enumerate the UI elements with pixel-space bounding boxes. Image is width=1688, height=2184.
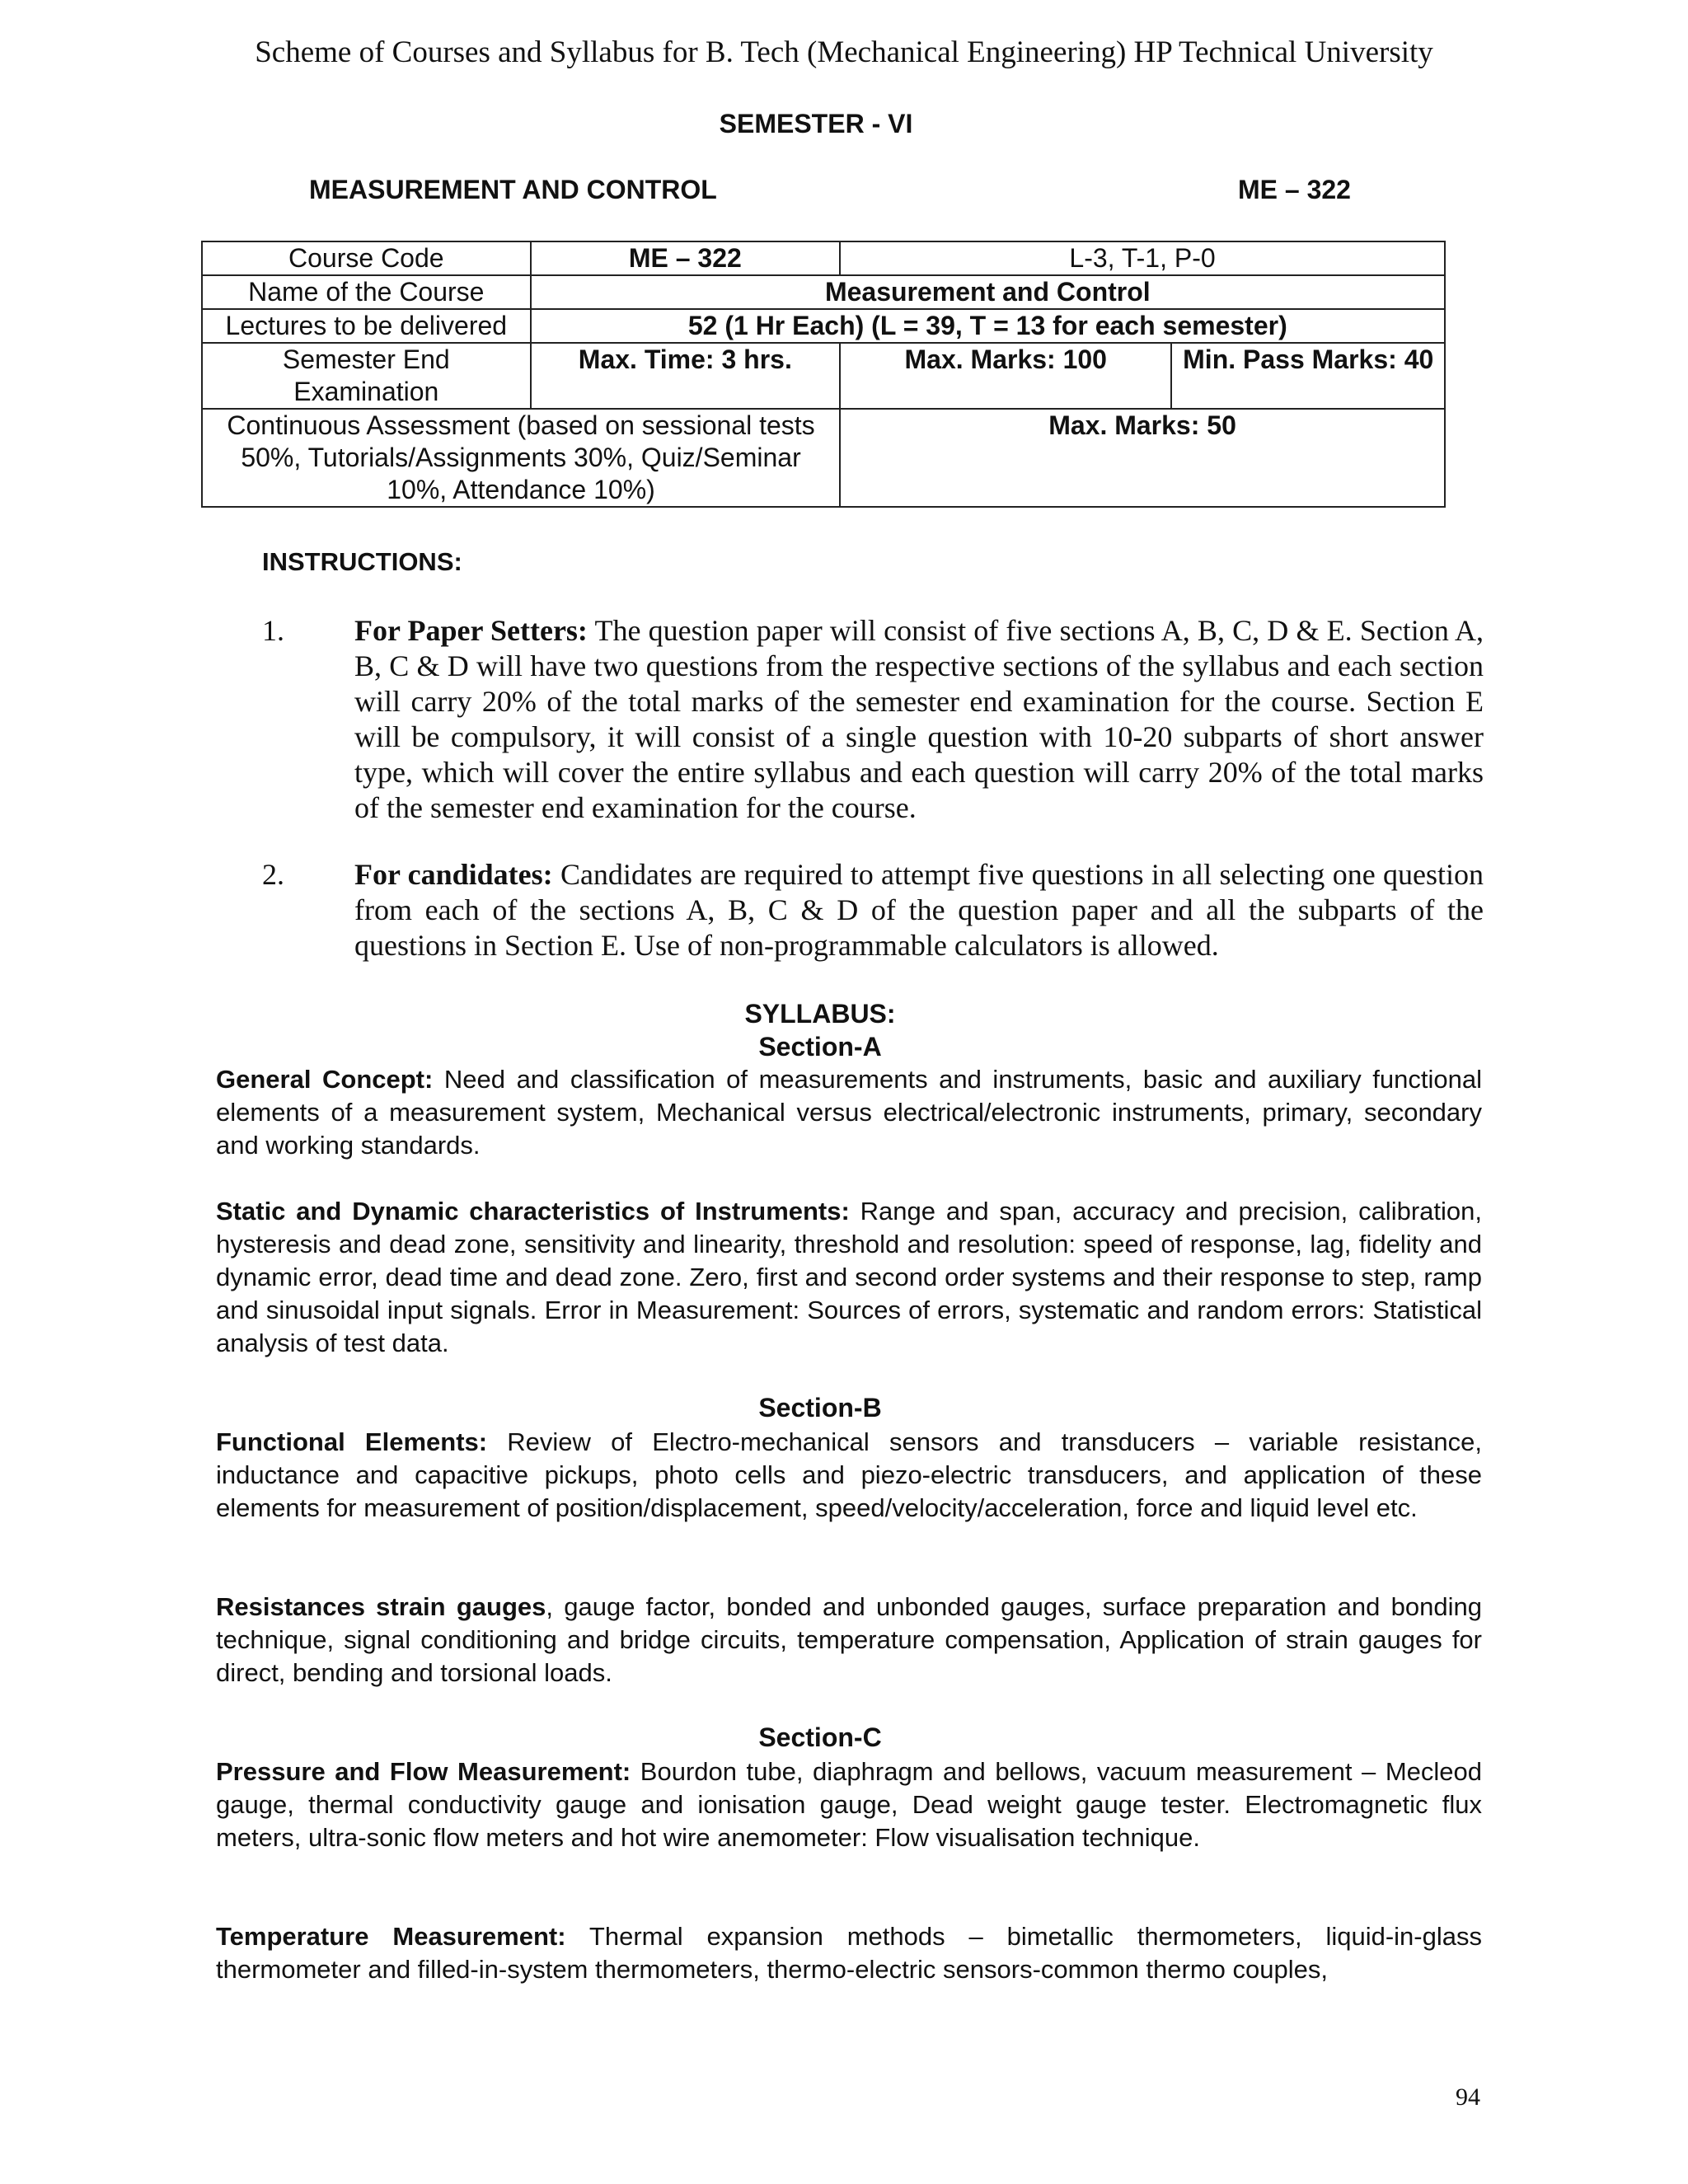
lectures-label: Lectures to be delivered: [202, 309, 531, 343]
section-a-general-concept: [216, 1063, 1482, 1162]
section-b-strain-gauges: [216, 1591, 1482, 1690]
instruction-lead: For candidates:: [354, 858, 553, 891]
semester-heading: SEMESTER - VI: [719, 109, 913, 138]
section-a-characteristics: [216, 1195, 1482, 1360]
instruction-text: The question paper will consist of five sections A, B, C, D & E. Section A, B, C & D will have two questions from the respective sections of the syllabus and each section will carry 20% of the total marks of the semester end examination for the course. Section E will be compulsory, it will consist of a single question with 10-20 subparts of short answer type, which will cover the entire syllabus and each question will carry 20% of the total marks of the semester end examination for the course.: [354, 614, 1484, 824]
continuous-assessment-marks: Max. Marks: 50: [840, 409, 1445, 507]
page-number: 94: [1456, 2083, 1480, 2111]
course-code-label: Course Code: [202, 241, 531, 275]
paragraph-text: Range and span, accuracy and precision, calibration, hysteresis and dead zone, sensitivity and linearity, threshold and resolution: speed of response, lag, fidelity and dynamic error, dead time and dead zone. Zero, first and second order systems and their response to step, ramp and sinusoidal input signals. Error in Measurement: Sources of errors, systematic and random errors: Statistical analysis of test data.: [216, 1197, 1482, 1357]
instruction-item-candidates: [262, 857, 1484, 963]
paragraph-text: Need and classification of measurements and instruments, basic and auxiliary functional elements of a measurement system, Mechanical versus electrical/electronic instruments, primary, secondary and working standards.: [216, 1065, 1483, 1160]
continuous-assessment-label: Continuous Assessment (based on sessional tests 50%, Tutorials/Assignments 30%, Quiz/Seminar 10%, Attendance 10%): [202, 409, 840, 507]
semester-end-label: Semester End Examination: [202, 343, 531, 409]
course-info-table: [201, 241, 1446, 508]
instruction-number: 1.: [262, 614, 284, 647]
syllabus-title: SYLLABUS:: [744, 999, 896, 1029]
course-name-value: Measurement and Control: [531, 275, 1445, 309]
max-marks-value: Max. Marks: 100: [840, 343, 1171, 409]
table-row: [202, 343, 1445, 409]
instruction-lead: For Paper Setters:: [354, 614, 588, 647]
course-name-label: Name of the Course: [202, 275, 531, 309]
syllabus-heading: [0, 997, 1640, 1063]
paragraph-text: Thermal expansion methods – bimetallic thermometers, liquid-in-glass thermometer and filled-in-system thermometers, thermo-electric sensors-common thermo couples,: [216, 1922, 1482, 1984]
section-c-temperature: [216, 1920, 1482, 1986]
running-header: Scheme of Courses and Syllabus for B. Tech (Mechanical Engineering) HP Technical University: [255, 35, 1433, 69]
instruction-number: 2.: [262, 858, 284, 891]
course-code-heading: ME – 322: [1238, 175, 1351, 204]
paragraph-text: , gauge factor, bonded and unbonded gauges, surface preparation and bonding technique, signal conditioning and bridge circuits, temperature compensation, Application of strain gauges for direct, bending and torsional loads.: [216, 1592, 1482, 1687]
paragraph-lead: Pressure and Flow Measurement:: [216, 1757, 631, 1786]
section-b-heading: Section-B: [758, 1393, 882, 1422]
paragraph-lead: Resistances strain gauges: [216, 1592, 546, 1621]
course-title: MEASUREMENT AND CONTROL: [309, 175, 717, 204]
section-c-pressure-flow: [216, 1755, 1482, 1854]
paragraph-text: Review of Electro-mechanical sensors and transducers – variable resistance, inductance and capacitive pickups, photo cells and piezo-electric transducers, and application of these elements for measurement of position/displacement, speed/velocity/acceleration, force and liquid level etc.: [216, 1427, 1482, 1522]
instructions-heading: INSTRUCTIONS:: [262, 547, 462, 576]
course-code-value: ME – 322: [531, 241, 840, 275]
paragraph-lead: Temperature Measurement:: [216, 1922, 566, 1951]
lectures-value: 52 (1 Hr Each) (L = 39, T = 13 for each semester): [531, 309, 1445, 343]
table-row: [202, 309, 1445, 343]
paragraph-lead: General Concept:: [216, 1065, 434, 1094]
max-time-value: Max. Time: 3 hrs.: [531, 343, 840, 409]
section-a-heading: Section-A: [758, 1032, 882, 1062]
ltp-value: L-3, T-1, P-0: [840, 241, 1445, 275]
paragraph-text: Bourdon tube, diaphragm and bellows, vacuum measurement – Mecleod gauge, thermal conductivity gauge and ionisation gauge, Dead weight gauge tester. Electromagnetic flux meters, ultra-sonic flow meters and hot wire anemometer: Flow visualisation technique.: [216, 1757, 1482, 1852]
section-c-heading: Section-C: [758, 1722, 882, 1752]
paragraph-lead: Functional Elements:: [216, 1427, 488, 1456]
paragraph-lead: Static and Dynamic characteristics of Instruments:: [216, 1197, 850, 1226]
instruction-item-paper-setters: [262, 613, 1484, 826]
table-row: [202, 241, 1445, 275]
section-b-functional-elements: [216, 1426, 1482, 1525]
instruction-text: Candidates are required to attempt five questions in all selecting one question from each of the sections A, B, C & D of the question paper and all the subparts of the questions in Section E. Use of non-programmable calculators is allowed.: [354, 858, 1484, 962]
table-row: [202, 409, 1445, 507]
min-pass-marks-value: Min. Pass Marks: 40: [1171, 343, 1445, 409]
table-row: [202, 275, 1445, 309]
